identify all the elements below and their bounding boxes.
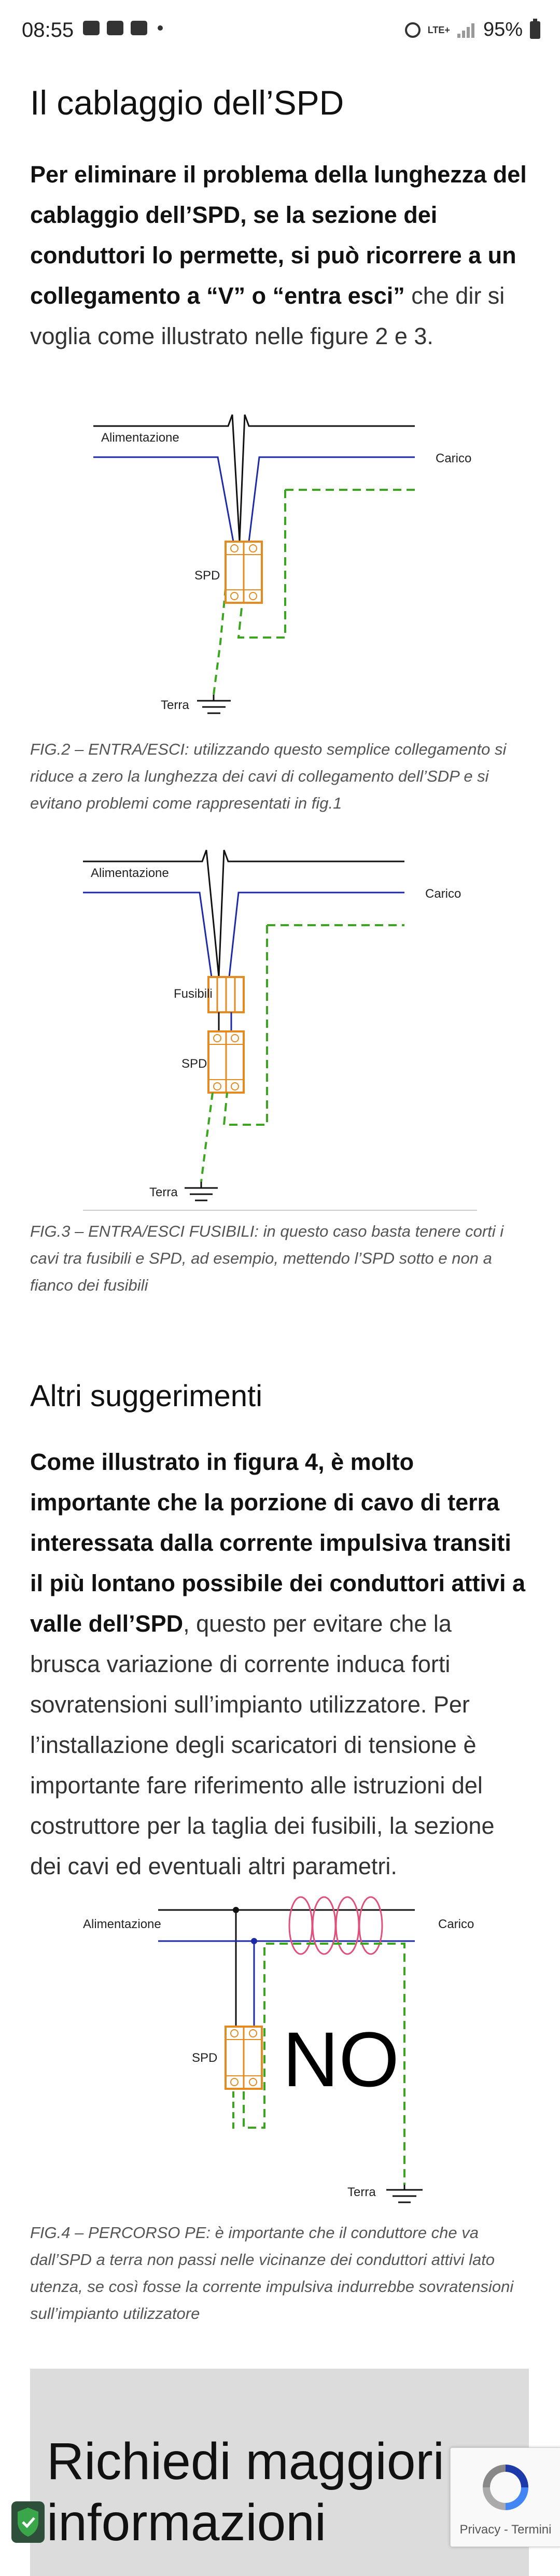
figure-2-diagram (93, 404, 487, 726)
youtube-icon (131, 21, 147, 35)
contact-form-title: Richiedi maggiori informazioni (47, 2432, 444, 2552)
notification-icons (83, 21, 163, 35)
label-spd: SPD (192, 2051, 218, 2065)
paragraph-suggerimenti (30, 1442, 528, 1887)
figure-4-caption: FIG.4 – PERCORSO PE: è importante che il conduttore che va dall’SPD a terra non passi nelle vicinanze dei conduttori attivi lato utenza, se così fosse la corrente impulsiva indurrebbe sovratensioni sull’impianto utilizzatore (30, 2224, 514, 2323)
battery-percent: 95% (483, 19, 523, 40)
label-alimentazione: Alimentazione (101, 431, 179, 445)
label-spd: SPD (194, 569, 220, 583)
recaptcha-badge[interactable] (450, 2447, 560, 2547)
system-icons (405, 19, 540, 41)
alarm-icon (405, 22, 421, 38)
figure-2-caption: FIG.2 – ENTRA/ESCI: utilizzando questo semplice collegamento si riduce a zero la lunghezza dei cavi di collegamento dell’SDP e si evitano problemi come rappresentati in fig.1 (30, 740, 507, 812)
paragraph-text: che dir si voglia come illustrato nelle figure 2 e 3. (30, 282, 505, 349)
paragraph-text: , questo per evitare che la brusca variazione di corrente induca forti sovratensioni sull’impianto utilizzatore. Per l’installazione degli scaricatori di tensione è importante fare riferimento alle istruzioni del costruttore per la taglia dei fusibili, la sezione dei cavi ed eventuali altri parametri. (30, 1610, 495, 1879)
section-title-suggerimenti: Altri suggerimenti (30, 1379, 263, 1413)
battery-icon (530, 21, 540, 39)
label-fusibili: Fusibili (174, 987, 213, 1001)
label-no: NO (283, 2016, 399, 2103)
recaptcha-icon (478, 2459, 534, 2515)
label-alimentazione: Alimentazione (83, 1917, 161, 1931)
label-spd: SPD (181, 1057, 207, 1071)
status-bar (0, 0, 560, 62)
section-title-cablaggio: Il cablaggio dell’SPD (30, 83, 344, 122)
label-terra: Terra (149, 1185, 178, 1199)
status-time: 08:55 (22, 19, 74, 41)
label-alimentazione: Alimentazione (91, 866, 169, 880)
signal-icon (457, 22, 476, 38)
shield-check-icon[interactable] (11, 2501, 45, 2543)
paragraph-bold: Per eliminare il problema della lunghezza del cablaggio dell’SPD, se la sezione dei conduttori lo permette, si può ricorrere a un collegamento a “V” o “entra esci” (30, 161, 527, 309)
network-type: LTE+ (427, 24, 450, 35)
label-carico: Carico (438, 1917, 474, 1931)
figure-3-caption: FIG.3 – ENTRA/ESCI FUSIBILI: in questo caso basta tenere corti i cavi tra fusibili e SPD, ad esempio, mettendo l’SPD sotto e non a fianco dei fusibili (30, 1222, 504, 1294)
label-carico: Carico (436, 451, 472, 465)
paragraph-bold: Come illustrato in figura 4, è molto importante che la porzione di cavo di terra interessata dalla corrente impulsiva transiti il più lontano possibile dei conduttori attivi a valle dell’SPD (30, 1449, 526, 1637)
paragraph-cablaggio (30, 154, 528, 357)
figure-3-diagram (83, 840, 477, 1213)
figure-4-diagram (78, 1887, 493, 2208)
more-notifications-icon (158, 25, 163, 31)
gallery-icon (83, 21, 100, 35)
label-terra: Terra (161, 698, 189, 712)
recaptcha-links[interactable]: Privacy - Termini (459, 2523, 552, 2537)
label-carico: Carico (425, 887, 461, 901)
youtube-icon (107, 21, 123, 35)
label-terra: Terra (347, 2185, 376, 2199)
